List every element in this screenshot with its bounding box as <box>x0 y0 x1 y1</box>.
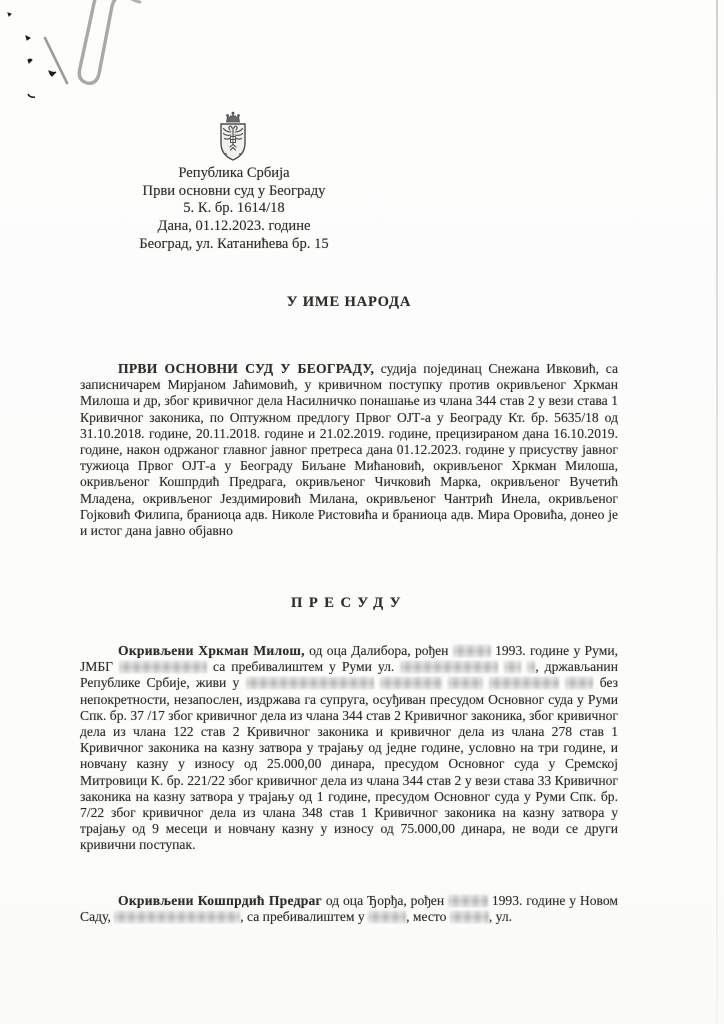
serbia-coat-of-arms-icon <box>213 110 253 162</box>
body-text: од оца Далибора, рођен <box>304 643 453 658</box>
redaction-block <box>368 911 406 923</box>
paperclip-icon <box>0 0 160 120</box>
redaction-block <box>380 677 442 689</box>
header-court-name: Први основни суд у Београду <box>142 182 326 199</box>
intro-paragraph <box>80 361 618 539</box>
redaction-block <box>246 677 374 689</box>
body-text: 1993. године у Новом Саду, <box>80 893 618 925</box>
redaction-block <box>450 911 489 923</box>
verdict-heading: ПРЕСУДУ <box>290 595 407 611</box>
body-text: од оца Ђорђа, рођен <box>321 893 448 908</box>
body-text <box>374 675 380 690</box>
header-case-number: 5. К. бр. 1614/18 <box>183 200 285 217</box>
bold-lead-text: ПРВИ ОСНОВНИ СУД У БЕОГРАДУ, <box>118 361 375 376</box>
redaction-block <box>448 677 483 689</box>
redaction-block <box>448 895 488 907</box>
redaction-block <box>119 661 207 673</box>
body-text: са пребивалиштем у Руми ул. <box>207 659 401 675</box>
defendant2-paragraph <box>80 893 618 925</box>
body-text: , место <box>406 909 450 925</box>
body-text: , држављанин Републике Србије, живи у <box>80 659 618 691</box>
redaction-block <box>527 661 535 673</box>
redaction-block <box>114 911 240 923</box>
body-text: судија појединац Снежана Ивковић, са записничарем Мирјаном Јаћимовић, у кривичном поступку против окривљеног Хркман Милоша и др, због кривичног дела Насилничко понашање из члана 344 став 2 у вези става 1 Кривичног законика, по Оптужном предлогу Првог ОЈТ-а у Београду Кт. бр. 5635/18 од 31.10.2018. године, 20.11.2018. године и 21.02.2019. године, прецизираном дана 16.10.2019. године, након одржаног главног јавног претреса дана 01.12.2023. године у присуству јавног тужиоца Првог ОЈТ-а у Београду Биљане Мићановић, окривљеног Хркман Милоша, окривљеног Кошпрдић Предрага, окривљеног Чичковић Марка, окривљеног Вучетић Младена, окривљеног Јездимировић Милана, окривљеног Чантрић Инела, окривљеног Гојковић Филипа, браниоца адв. Николе Ристовића и браниоца адв. Мира Оровића, донео је и истог дана јавно објавно <box>80 361 618 539</box>
bold-lead-text: Окривљени Кошпрдић Предраг <box>118 893 322 908</box>
ink-marks-icon <box>8 13 56 97</box>
body-text: 1993. године у Руми, ЈМБГ <box>80 643 619 675</box>
header-address-line: Београд, ул. Катанићева бр. 15 <box>139 235 329 252</box>
body-text: без непокретности, незапослен, издржава га супруга, осуђиван пресудом Основног суда у Руми Спк. бр. 37 /17 због кривичног дела из члана 344 став 2 Кривичног законика, због кривичног дела из члана 122 став 2 Кривичног законика и кривичног дела из члана 278 став 1 Кривичног законика на казну затвора у трајању од једне године, условно на три године, и новчану казну у износу од 25.000,00 динара, пресудом Основног суда у Сремској Митровици К. бр. 221/22 због кривичног дела из члана 344 став 2 у вези става 33 Кривичног законика на казну затвора у трајању од 1 године, пресудом Основног суда у Руми Спк. бр. 7/22 због кривичног дела из члана 348 став 1 Кривичног законика на казну затвора у трајању од 9 месеци и новчану казну у износу од 75.000,00 динара, не води се други кривични поступак. <box>80 675 619 853</box>
body-text: , са пребивалиштем у <box>240 909 369 925</box>
redaction-block <box>453 645 491 657</box>
redaction-block <box>565 677 593 689</box>
document-title: У ИМЕ НАРОДА <box>286 294 412 310</box>
page-edge-shadow <box>716 0 718 1024</box>
header-country: Република Србија <box>178 165 290 181</box>
redaction-block <box>504 661 521 673</box>
defendant1-paragraph <box>80 643 618 854</box>
bold-lead-text: Окривљени Хркман Милош, <box>118 643 305 658</box>
header-date-line: Дана, 01.12.2023. године <box>157 218 311 235</box>
body-text: , ул. <box>488 909 513 925</box>
redaction-block <box>400 661 498 673</box>
redaction-block <box>489 677 559 689</box>
court-header <box>120 165 348 254</box>
pencil-mark-icon <box>45 38 67 83</box>
